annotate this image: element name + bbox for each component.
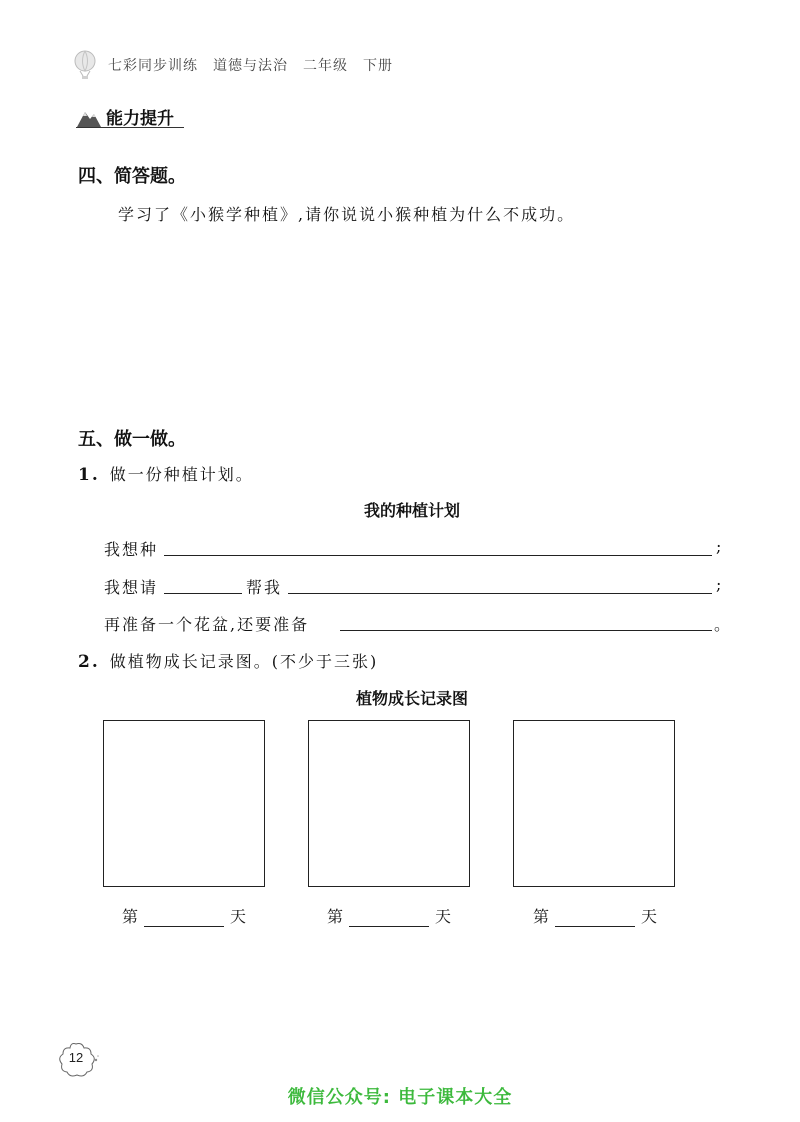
item-2-text: 做植物成长记录图。(不少于三张) bbox=[109, 652, 379, 671]
plan-line-2-suffix: ; bbox=[716, 575, 724, 594]
section-tag-label: 能力提升 bbox=[106, 109, 174, 129]
item-1-number: 1. bbox=[78, 465, 100, 485]
mountain-icon bbox=[76, 106, 102, 128]
item-2 bbox=[78, 649, 378, 672]
plan-line-2-middle: 帮我 bbox=[246, 578, 283, 597]
plan-line-2-prefix: 我想请 bbox=[104, 578, 159, 597]
plan-line-1-suffix: ; bbox=[716, 537, 724, 556]
item-2-number: 2. bbox=[78, 652, 100, 672]
question-5-heading: 五、做一做。 bbox=[78, 429, 186, 450]
plan-line-1-blank[interactable] bbox=[164, 555, 712, 556]
plan-line-1-prefix: 我想种 bbox=[104, 540, 159, 559]
section-tag bbox=[76, 104, 174, 129]
day-label-suffix: 天 bbox=[641, 907, 658, 926]
drawing-box-1[interactable] bbox=[103, 720, 265, 887]
question-4-prompt: 学习了《小猴学种植》,请你说说小猴种植为什么不成功。 bbox=[118, 205, 576, 224]
day-label-suffix: 天 bbox=[230, 907, 247, 926]
plan-line-2-blank-task[interactable] bbox=[288, 593, 712, 594]
balloon-icon bbox=[72, 50, 98, 80]
day-label-prefix: 第 bbox=[533, 907, 550, 926]
growth-chart-title: 植物成长记录图 bbox=[355, 689, 468, 708]
day-blank-3[interactable] bbox=[555, 910, 635, 927]
plan-line-3-prefix: 再准备一个花盆,还要准备 bbox=[104, 615, 310, 634]
day-blank-1[interactable] bbox=[144, 910, 224, 927]
page-header bbox=[72, 50, 393, 80]
drawing-box-3[interactable] bbox=[513, 720, 675, 887]
item-1-text: 做一份种植计划。 bbox=[109, 465, 254, 484]
day-label-suffix: 天 bbox=[435, 907, 452, 926]
day-blank-2[interactable] bbox=[349, 910, 429, 927]
page-number: 12 bbox=[68, 1050, 84, 1065]
drawing-box-2[interactable] bbox=[308, 720, 470, 887]
section-divider bbox=[76, 127, 184, 128]
day-label-3 bbox=[533, 904, 657, 927]
header-title: 七彩同步训练 道德与法治 二年级 下册 bbox=[108, 58, 393, 74]
item-1 bbox=[78, 462, 254, 485]
plan-line-2-blank-helper[interactable] bbox=[164, 593, 242, 594]
day-label-prefix: 第 bbox=[122, 907, 139, 926]
plan-line-3-blank[interactable] bbox=[340, 630, 712, 631]
day-label-prefix: 第 bbox=[327, 907, 344, 926]
watermark-text: 微信公众号: 电子课本大全 bbox=[287, 1087, 513, 1108]
day-label-2 bbox=[327, 904, 451, 927]
question-4-heading: 四、简答题。 bbox=[78, 166, 186, 187]
plan-title: 我的种植计划 bbox=[363, 501, 460, 520]
day-label-1 bbox=[122, 904, 246, 927]
plan-line-3-suffix: 。 bbox=[714, 615, 733, 634]
